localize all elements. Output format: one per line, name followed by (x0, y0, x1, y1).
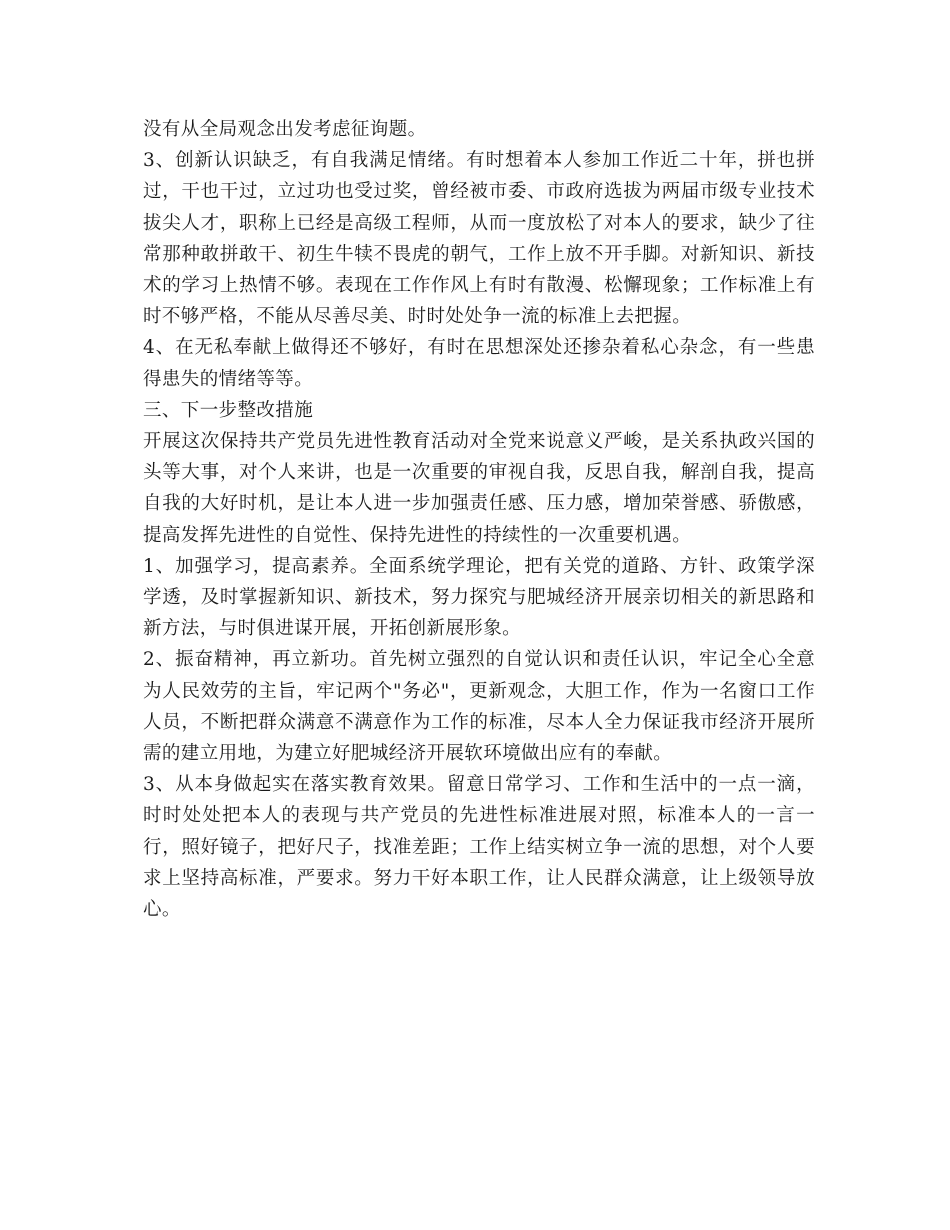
paragraph-measure-3-practice: 3、从本身做起实在落实教育效果。留意日常学习、工作和生活中的一点一滴，时时处处把本人的表现与共产党员的先进性标准进展对照，标准本人的一言一行，照好镜子，把好尺子，找准差距；工作上结实树立争一流的思想，对个人要求上坚持高标准，严要求。努力干好本职工作，让人民群众满意，让上级领导放心。 (143, 774, 815, 921)
section-heading-next-steps: 三、下一步整改措施 (143, 399, 314, 421)
paragraph-item-4-dedication: 4、在无私奉献上做得还不够好，有时在思想深处还掺杂着私心杂念，有一些患得患失的情绪等等。 (143, 337, 815, 390)
paragraph-measure-2-spirit: 2、振奋精神，再立新功。首先树立强烈的自觉认识和责任认识，牢记全心全意为人民效劳的主旨，牢记两个"务必"，更新观念，大胆工作，作为一名窗口工作人员，不断把群众满意不满意作为工作的标准，尽本人全力保证我市经济开展所需的建立用地，为建立好肥城经济开展软环境做出应有的奉献。 (143, 649, 815, 765)
paragraph-measure-1-study: 1、加强学习，提高素养。全面系统学理论，把有关党的道路、方针、政策学深学透，及时掌握新知识、新技术，努力探究与肥城经济开展亲切相关的新思路和新方法，与时俱进谋开展，开拓创新展形象。 (143, 555, 815, 640)
paragraph-continuation: 没有从全局观念出发考虑征询题。 (143, 119, 427, 140)
paragraph-item-3-innovation: 3、创新认识缺乏，有自我满足情绪。有时想着本人参加工作近二十年，拼也拼过，干也干过，立过功也受过奖，曾经被市委、市政府选拔为两届市级专业技术拔尖人才，职称上已经是高级工程师，从而一度放松了对本人的要求，缺少了往常那种敢拼敢干、初生牛犊不畏虎的朝气，工作上放不开手脚。对新知识、新技术的学习上热情不够。表现在工作作风上有时有散漫、松懈现象；工作标准上有时不够严格，不能从尽善尽美、时时处处争一流的标准上去把握。 (143, 150, 815, 328)
paragraph-intro-measures: 开展这次保持共产党员先进性教育活动对全党来说意义严峻，是关系执政兴国的头等大事，对个人来讲，也是一次重要的审视自我，反思自我，解剖自我，提高自我的大好时机，是让本人进一步加强责任感、压力感，增加荣誉感、骄傲感，提高发挥先进性的自觉性、保持先进性的持续性的一次重要机遇。 (143, 431, 815, 546)
document-body (143, 114, 815, 925)
